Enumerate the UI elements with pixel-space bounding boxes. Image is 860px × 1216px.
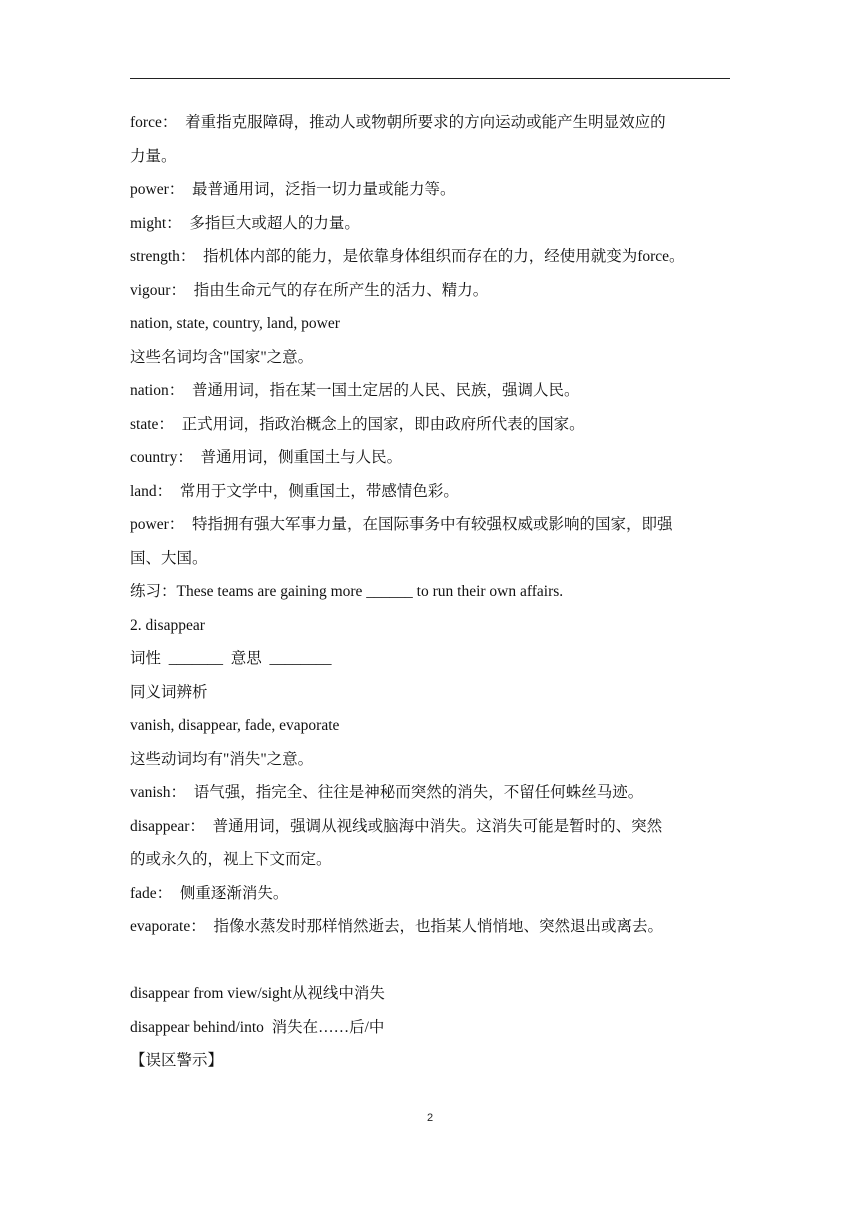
text-line: 力量。 [130,147,177,165]
blank-fill-line: 词性 _______ 意思 ________ [130,650,332,667]
text-line: power： 最普通用词，泛指一切力量或能力等。 [130,181,456,198]
text-line: power： 特指拥有强大军事力量，在国际事务中有较强权威或影响的国家，即强 [130,516,673,533]
text-line: disappear： 普通用词，强调从视线或脑海中消失。这消失可能是暂时的、突然 [130,817,663,835]
text-line: nation： 普通用词，指在某一国土定居的人民、民族，强调人民。 [130,382,580,399]
text-line: 这些名词均含"国家"之意。 [130,348,314,366]
text-line: fade： 侧重逐渐消失。 [130,884,289,902]
document-body [130,106,734,1078]
header-rule [130,78,730,79]
text-line: 这些动词均有"消失"之意。 [130,750,314,768]
text-line: 的或永久的，视上下文而定。 [130,851,332,868]
text-line: state： 正式用词，指政治概念上的国家，即由政府所代表的国家。 [130,415,585,433]
text-line: disappear from view/sight从视线中消失 [130,985,385,1002]
text-line: might： 多指巨大或超人的力量。 [130,214,360,232]
text-line: vanish, disappear, fade, evaporate [130,717,340,734]
text-line: strength： 指机体内部的能力，是依靠身体组织而存在的力，经使用就变为force。 [130,248,685,265]
subheading: 同义词辨析 [130,683,208,701]
text-line: evaporate： 指像水蒸发时那样悄然逝去，也指某人悄悄地、突然退出或离去。 [130,918,663,935]
text-line: nation, state, country, land, power [130,315,340,332]
exercise-line: 练习：These teams are gaining more ______ to run their own affairs. [130,583,564,600]
text-line: vanish： 语气强，指完全、往往是神秘而突然的消失，不留任何蛛丝马迹。 [130,784,644,801]
page-number: 2 [426,1112,434,1124]
subheading: 【误区警示】 [130,1052,224,1069]
text-line: disappear behind/into 消失在……后/中 [130,1018,385,1036]
text-line: 国、大国。 [130,549,208,567]
text-line: land： 常用于文学中，侧重国土，带感情色彩。 [130,482,459,500]
section-heading: 2. disappear [130,616,205,634]
text-line: force： 着重指克服障碍，推动人或物朝所要求的方向运动或能产生明显效应的 [130,114,666,131]
text-line: vigour： 指由生命元气的存在所产生的活力、精力。 [130,281,489,299]
text-line: country： 普通用词，侧重国土与人民。 [130,449,403,466]
blank-line [130,944,734,978]
